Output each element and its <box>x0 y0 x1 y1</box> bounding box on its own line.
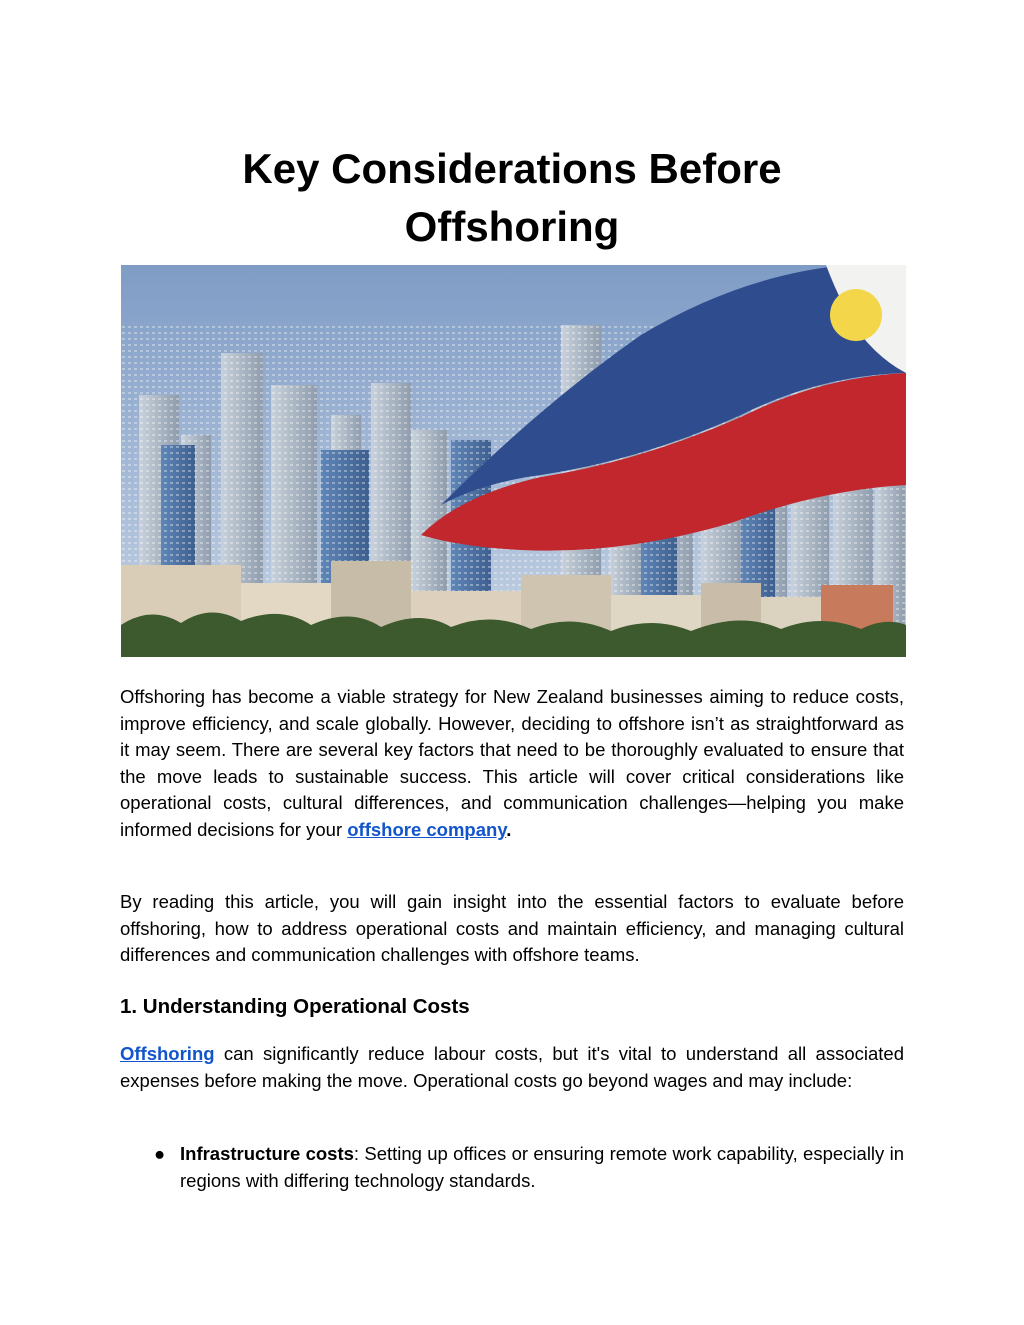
intro-text: Offshoring has become a viable strategy for New Zealand businesses aiming to reduce costs, improve efficiency, and scale globally. However, deciding to offshore isn’t as straightforward as it may seem. There are several key factors that need to be thoroughly evaluated to ensure that the move leads to sustainable success. This article will cover critical considerations like operational costs, cultural differences, and communication challenges—helping you make informed decisions for your <box>120 686 904 840</box>
intro-paragraph <box>120 684 904 844</box>
offshore-company-link[interactable]: offshore company <box>347 818 507 840</box>
bullet-item-infrastructure-costs <box>120 1141 904 1194</box>
section1-paragraph <box>120 1041 904 1094</box>
intro-end: . <box>506 818 512 840</box>
page-title <box>120 140 904 256</box>
offshoring-link[interactable]: Offshoring <box>120 1043 215 1064</box>
section-heading-operational-costs: 1. Understanding Operational Costs <box>120 995 470 1018</box>
section1-text: can significantly reduce labour costs, but it's vital to understand all associated expenses before making the move. Operational costs go beyond wages and may include: <box>120 1043 904 1091</box>
summary-paragraph: By reading this article, you will gain insight into the essential factors to evaluate before offshoring, how to address operational costs and maintain efficiency, and managing cultural differences and communication challenges with offshore teams. <box>120 891 904 966</box>
title-line-1: Key Considerations Before <box>242 145 782 192</box>
manila-skyline-with-philippine-flag-image <box>121 265 906 657</box>
title-line-2: Offshoring <box>404 203 620 250</box>
bullet-icon: ● <box>154 1143 166 1164</box>
bullet-text: : Setting up offices or ensuring remote work capability, especially in regions with differing technology standards. <box>180 1143 904 1191</box>
bullet-term: Infrastructure costs <box>180 1143 354 1164</box>
